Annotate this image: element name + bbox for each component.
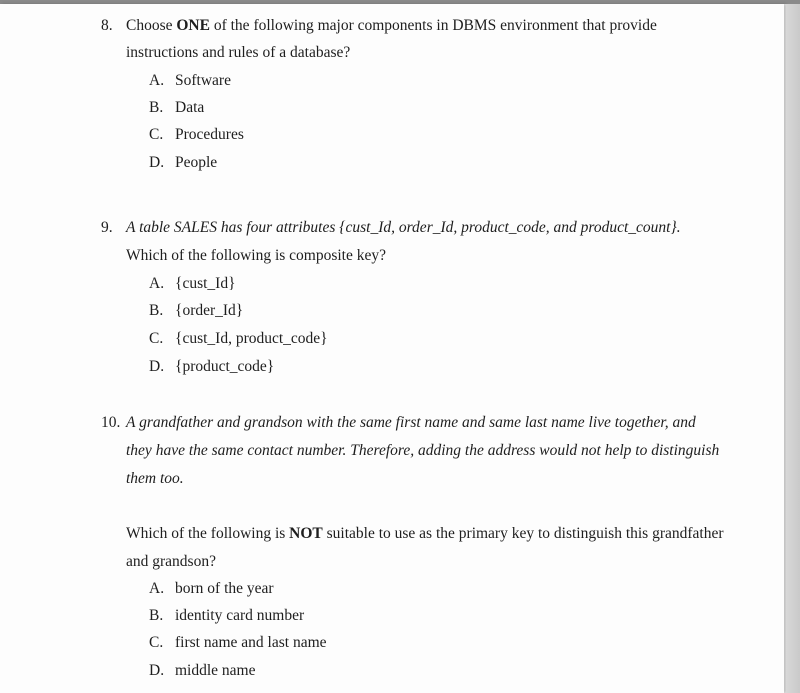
question-prompt-line: Which of the following is NOT suitable to use as the primary key to distinguish this grandfather	[126, 525, 724, 542]
question-stem-line: A table SALES has four attributes {cust_Id, order_Id, product_code, and product_count}.	[126, 219, 681, 236]
question-stem-line: instructions and rules of a database?	[126, 44, 351, 61]
answer-option: C. Procedures	[149, 126, 244, 143]
question-stem-line: Which of the following is composite key?	[126, 247, 386, 264]
answer-option: D. middle name	[149, 662, 256, 679]
answer-option: D. People	[149, 154, 218, 171]
question-stem-line: A grandfather and grandson with the same first name and same last name live together, and	[126, 414, 696, 431]
answer-option: C. first name and last name	[149, 634, 327, 651]
answer-option: D. {product_code}	[149, 358, 275, 375]
answer-option: B. Data	[149, 99, 205, 116]
question-prompt-line: and grandson?	[126, 553, 216, 570]
question-number: 10.	[101, 414, 121, 431]
answer-option: A. born of the year	[149, 580, 274, 597]
answer-option: B. identity card number	[149, 607, 305, 624]
answer-option: B. {order_Id}	[149, 302, 244, 319]
question-number: 8.	[101, 17, 113, 34]
answer-option: C. {cust_Id, product_code}	[149, 330, 328, 347]
question-stem-line: they have the same contact number. Therefore, adding the address would not help to distinguish	[126, 442, 720, 459]
question-stem-line: them too.	[126, 470, 184, 487]
answer-option: A. {cust_Id}	[149, 275, 236, 292]
document-page	[0, 4, 784, 693]
question-number: 9.	[101, 219, 113, 236]
question-stem-line: Choose ONE of the following major components in DBMS environment that provide	[126, 17, 657, 34]
answer-option: A. Software	[149, 72, 231, 89]
viewer-right-edge	[786, 4, 800, 693]
